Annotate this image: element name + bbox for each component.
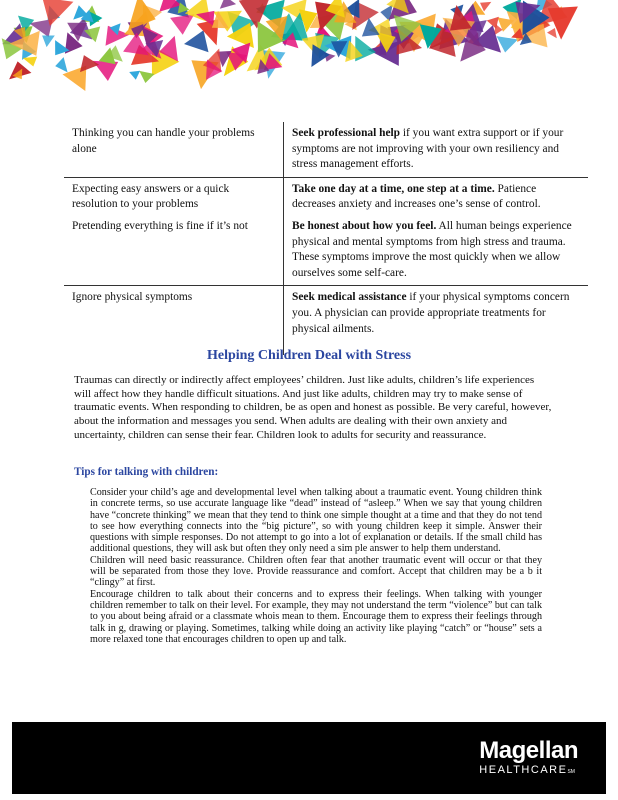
decorative-triangle — [170, 14, 194, 34]
decorative-triangle — [184, 30, 209, 52]
list-item: Encourage children to talk about their concerns and to express their feelings. When talking with younger children remember to talk on their level. For example, they may not understand the term “violence” but can talk to you about being afraid or a classmate whois mean to them. Encourage them to express their feelings through talk in g, drawing or playing. Sometimes, talking while doing an activity like playing “catch” or “house” sets a more relaxed tone that encourages children to open up and talk. — [90, 588, 542, 645]
table-cell-problem: Thinking you can handle your problems alone — [64, 122, 284, 177]
table-row — [64, 122, 588, 177]
section-heading: Helping Children Deal with Stress — [206, 348, 412, 363]
table-row — [64, 286, 588, 355]
table-cell-problem: Ignore physical symptoms — [72, 291, 193, 304]
header-decorative-triangles — [0, 0, 618, 122]
decorative-triangle — [129, 71, 140, 80]
intro-paragraph: Traumas can directly or indirectly affect employees’ children. Just like adults, children’s life experiences will affect how they handle difficult situations. And just like adults, children may try to make sense of traumatic events. When responding to children, be as open and honest as possible. Be very careful, however, about the information and messages you send. When adults are dealing with their own anxiety and uncertainty, children can sense their fear. Children look to adults for security and reassurance. — [74, 374, 552, 441]
tips-title: Tips for talking with children: — [74, 466, 219, 478]
table-row — [64, 177, 588, 286]
table-cell-solution: Seek medical assistance if your physical symptoms concern you. A physician can provide appropriate treatments for physical ailments. — [284, 286, 589, 355]
decorative-triangle — [23, 57, 37, 67]
footer-bar — [12, 722, 606, 794]
tips-list — [74, 487, 542, 645]
decorative-triangle — [55, 57, 67, 72]
decorative-triangle — [80, 55, 99, 72]
decorative-triangle — [547, 28, 557, 38]
stress-response-table — [64, 122, 588, 355]
table-cell-solution: Take one day at a time, one step at a time. Patience decreases anxiety and increases one’s sense of control. Be honest about how you feel. All human beings experience physical and mental symptoms from high stress and trauma. These symptoms improve the most quickly when we allow ourselves some self-care. — [284, 177, 589, 286]
decorative-triangle — [220, 0, 236, 9]
table-cell-solution: Seek professional help if you want extra support or if your symptoms are not improving with your own resiliency and stress management efforts. — [284, 122, 589, 177]
magellan-logo: Magellan HEALTHCARESM — [479, 737, 578, 776]
table-cell-problem: Expecting easy answers or a quick resolution to your problems Pretending everything is fine if it’s not — [64, 177, 284, 286]
list-item: Children will need basic reassurance. Children often fear that another traumatic event will occur or that they will be separated from those they love. Provide reassurance and comfort. Accept that children may be a b it “clingy” at first. — [90, 554, 542, 589]
decorative-triangle — [42, 36, 55, 48]
list-item: Consider your child’s age and developmental level when talking about a traumatic event. Young children think in concrete terms, so use accurate language like “dead” instead of “asleep.” When we say that young children have “concrete thinking” we mean that they tend to think one simple thought at a time and that they do not tend to see how everything connects into the “big picture”, so with young children keep it simple. Answer their questions with simple responses. Do not attempt to go into a lot of explanation or details. If the small child has additional questions, they will ask but often they only need a sim ple answer to help them understand. — [90, 487, 542, 555]
